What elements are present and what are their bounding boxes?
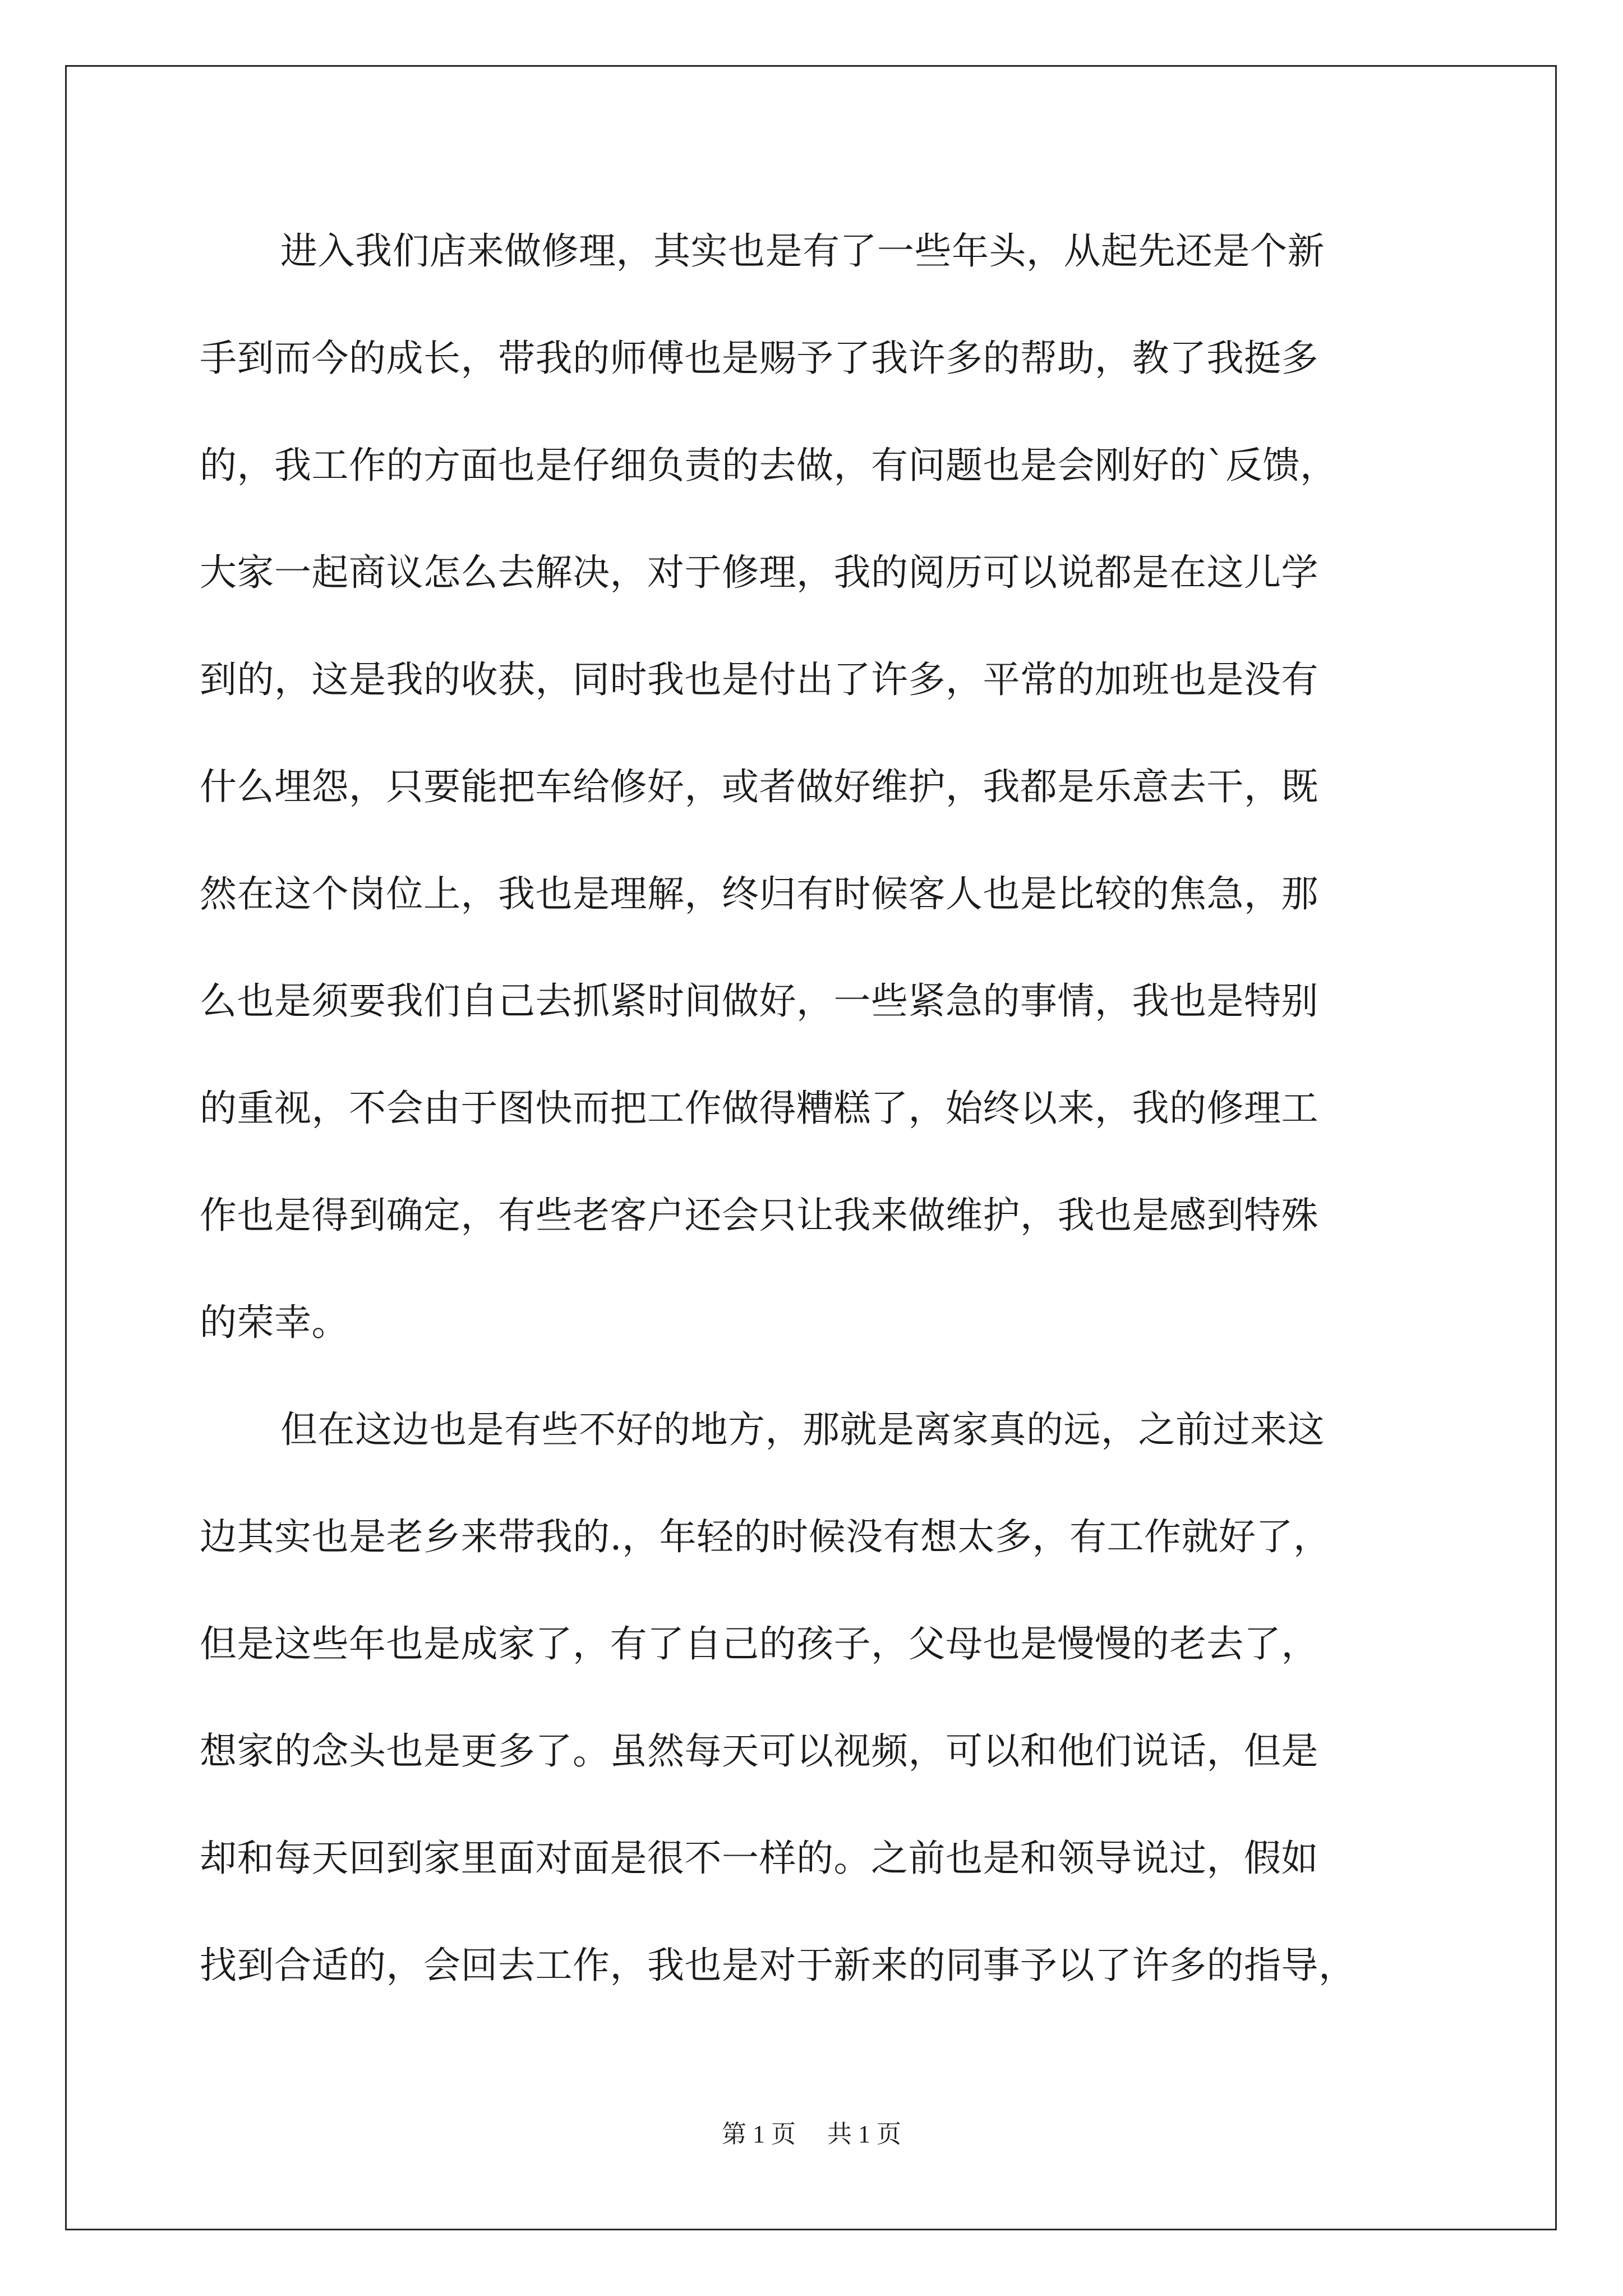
paragraph-1-line-3: 的，我工作的方面也是仔细负责的去做，有问题也是会刚好的`反馈， — [200, 444, 1338, 487]
paragraph-2-line-3: 但是这些年也是成家了，有了自己的孩子，父母也是慢慢的老去了， — [200, 1622, 1318, 1665]
paragraph-2-line-5: 却和每天回到家里面对面是很不一样的。之前也是和领导说过，假如 — [200, 1837, 1318, 1880]
paragraph-1-line-6: 什么埋怨，只要能把车给修好，或者做好维护，我都是乐意去干，既 — [200, 765, 1318, 808]
document-body — [200, 218, 1422, 2039]
paragraph-1-line-5: 到的，这是我的收获，同时我也是付出了许多，平常的加班也是没有 — [200, 658, 1318, 701]
paragraph-1-line-9: 的重视，不会由于图快而把工作做得糟糕了，始终以来，我的修理工 — [200, 1087, 1318, 1130]
paragraph-1-line-2: 手到而今的成长，带我的师傅也是赐予了我许多的帮助，教了我挺多 — [200, 337, 1318, 380]
paragraph-1-line-1: 进入我们店来做修理，其实也是有了一些年头，从起先还是个新 — [280, 229, 1325, 273]
paragraph-1-line-7: 然在这个岗位上，我也是理解，终归有时候客人也是比较的焦急，那 — [200, 872, 1318, 915]
paragraph-2-line-1: 但在这边也是有些不好的地方，那就是离家真的远，之前过来这 — [280, 1408, 1325, 1451]
paragraph-1-line-8: 么也是须要我们自己去抓紧时间做好，一些紧急的事情，我也是特别 — [200, 979, 1318, 1023]
page-number: 第 1 页 — [722, 2120, 796, 2148]
page-footer — [0, 2114, 1623, 2150]
total-pages: 共 1 页 — [827, 2120, 901, 2148]
paragraph-1-line-4: 大家一起商议怎么去解决，对于修理，我的阅历可以说都是在这儿学 — [200, 551, 1318, 594]
paragraph-2-line-6: 找到合适的，会回去工作，我也是对于新来的同事予以了许多的指导， — [200, 1944, 1356, 1987]
paragraph-1-line-10: 作也是得到确定，有些老客户还会只让我来做维护，我也是感到特殊 — [200, 1194, 1318, 1237]
paragraph-2-line-2: 边其实也是老乡来带我的.，年轻的时候没有想太多，有工作就好了， — [200, 1515, 1331, 1558]
paragraph-2-line-4: 想家的念头也是更多了。虽然每天可以视频，可以和他们说话，但是 — [200, 1729, 1318, 1773]
paragraph-1-line-11: 的荣幸。 — [200, 1301, 349, 1344]
